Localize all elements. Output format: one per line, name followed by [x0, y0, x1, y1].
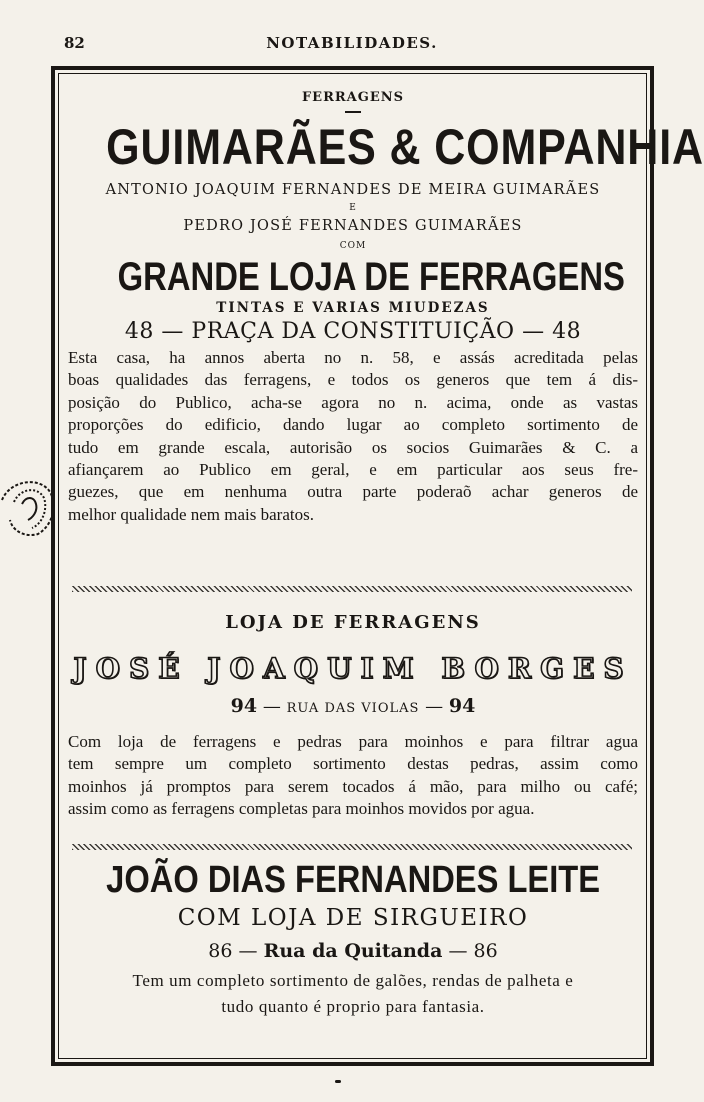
advert-leite	[66, 858, 640, 1020]
text-line: melhor qualidade nem mais baratos.	[68, 504, 314, 524]
running-head	[0, 30, 704, 56]
advert-borges	[66, 610, 640, 821]
address-street: Rua da Quitanda	[263, 940, 443, 962]
address-number-repeat: 86	[473, 940, 498, 962]
short-rule	[345, 111, 361, 113]
description	[66, 968, 640, 1020]
text-line: tem sempre um completo sortimento destas pedras, assim como	[68, 754, 638, 774]
text-line: proporções do edificio, dando lugar ao completo sortimento de	[68, 415, 638, 435]
running-title: NOTABILIDADES.	[266, 34, 438, 52]
thumbprint-smudge	[0, 470, 58, 538]
description	[68, 347, 638, 526]
address-number-repeat: 94	[448, 695, 476, 717]
text-line: tudo quanto é proprio para fantasia.	[221, 997, 485, 1016]
address-line: 86 — Rua da Quitanda — 86	[208, 940, 498, 962]
text-line: Tem um completo sortimento de galões, rendas de palheta e	[132, 971, 574, 990]
wavy-divider	[72, 586, 632, 592]
address-line: 48 — PRAÇA DA CONSTITUIÇÃO — 48	[124, 319, 582, 344]
advert-guimaraes	[66, 90, 704, 526]
text-line: tudo em grande escala, autorisão os socios Guimarães & C. a	[68, 437, 638, 457]
text-line: guezes, que em nenhuma outra parte poderaõ achar generos de	[68, 482, 638, 502]
text-line: assim como as ferragens completas para moinhos movidos por agua.	[68, 799, 535, 819]
wavy-divider	[72, 844, 632, 850]
ink-speck	[335, 1080, 341, 1083]
store-heading: LOJA DE FERRAGENS	[225, 612, 481, 633]
store-name: GRANDE LOJA DE FERRAGENS	[117, 255, 625, 299]
with-label: COM	[339, 241, 367, 251]
text-line: boas qualidades das ferragens, e todos os generos que tem á dis-	[68, 370, 638, 390]
address-number: 94	[230, 695, 258, 717]
category-label: FERRAGENS	[301, 90, 405, 105]
text-line: Esta casa, ha annos aberta no n. 58, e assás acreditada pelas	[68, 348, 638, 367]
address-number: 86	[208, 940, 233, 962]
address-line: 94 — RUA DAS VIOLAS — 94	[230, 695, 476, 717]
partner-one: ANTONIO JOAQUIM FERNANDES DE MEIRA GUIMARÃES	[105, 182, 601, 198]
firm-name: GUIMARÃES & COMPANHIA	[106, 119, 704, 175]
description	[68, 731, 638, 821]
text-line: Com loja de ferragens e pedras para moinhos e para filtrar agua	[68, 732, 638, 751]
conjunction: E	[349, 203, 357, 213]
page-number: 82	[64, 34, 85, 52]
address-street: RUA DAS VIOLAS	[286, 701, 420, 716]
partner-two: PEDRO JOSÉ FERNANDES GUIMARÃES	[183, 218, 523, 234]
ornate-owner-name: JOSÉ JOAQUIM BORGES	[73, 652, 633, 685]
text-line: posição do Publico, acha-se agora no n. acima, onde as vastas	[68, 392, 638, 412]
trade-line: COM LOJA DE SIRGUEIRO	[177, 905, 529, 931]
text-line: afiançarem ao Publico em geral, e em particular aos seus fre-	[68, 460, 638, 480]
text-line: moinhos já promptos para serem tocados á mão, para milho ou café;	[68, 776, 638, 796]
merchant-name: JOÃO DIAS FERNANDES LEITE	[106, 859, 601, 901]
goods-line: TINTAS E VARIAS MIUDEZAS	[216, 300, 490, 316]
